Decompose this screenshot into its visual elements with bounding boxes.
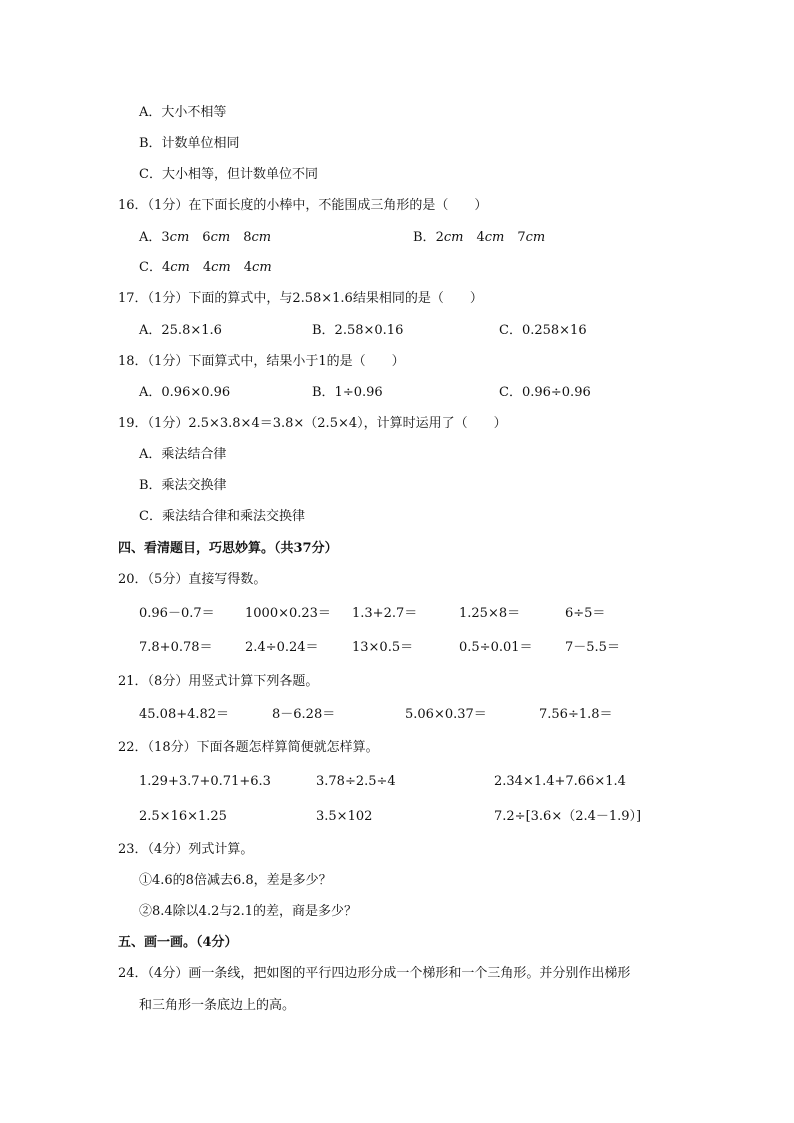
- q20-item: 0.5÷0.01＝: [459, 640, 533, 655]
- section-four-heading: 四、看清题目，巧思妙算。（共37分）: [118, 541, 338, 556]
- q23-item-2: ②8.4除以4.2与2.1的差，商是多少？: [139, 904, 358, 919]
- q16-option-c: C．4cm 4cm 4cm: [139, 260, 272, 275]
- q20-item: 1000×0.23＝: [245, 606, 331, 621]
- q16-option-a: A．3cm 6cm 8cm: [139, 230, 272, 245]
- q22-item: 1.29+3.7+0.71+6.3: [139, 774, 271, 789]
- q20-item: 0.96－0.7＝: [139, 606, 215, 621]
- q16-option-b: B．2cm 4cm 7cm: [413, 230, 546, 245]
- q21-item: 5.06×0.37＝: [405, 707, 487, 722]
- q17-option-c: C．0.258×16: [499, 323, 587, 338]
- q20-item: 1.3+2.7＝: [352, 606, 418, 621]
- q21-item: 45.08+4.82＝: [139, 707, 230, 722]
- q22-item: 7.2÷[3.6×（2.4－1.9）]: [494, 809, 642, 824]
- q21-stem: 21．（8分）用竖式计算下列各题。: [118, 674, 319, 689]
- q18-option-a: A．0.96×0.96: [139, 385, 231, 400]
- q18-stem: 18．（1分）下面算式中，结果小于1的是（ ）: [118, 354, 405, 369]
- option-a: A．大小不相等: [139, 105, 227, 120]
- q20-item: 2.4÷0.24＝: [245, 640, 319, 655]
- q20-item: 13×0.5＝: [352, 640, 414, 655]
- q19-stem: 19．（1分）2.5×3.8×4＝3.8×（2.5×4），计算时运用了（ ）: [118, 416, 507, 431]
- q20-item: 6÷5＝: [565, 606, 606, 621]
- q17-option-a: A．25.8×1.6: [139, 323, 222, 338]
- q22-item: 2.5×16×1.25: [139, 809, 227, 824]
- q16-stem: 16．（1分）在下面长度的小棒中，不能围成三角形的是（ ）: [118, 198, 488, 213]
- q18-option-b: B．1÷0.96: [312, 385, 383, 400]
- q19-option-b: B．乘法交换律: [139, 478, 227, 493]
- q20-item: 1.25×8＝: [459, 606, 521, 621]
- option-c: C．大小相等，但计数单位不同: [139, 167, 318, 182]
- q19-option-c: C．乘法结合律和乘法交换律: [139, 509, 305, 524]
- q21-item: 8－6.28＝: [272, 707, 336, 722]
- q23-item-1: ①4.6的8倍减去6.8，差是多少？: [139, 873, 332, 888]
- q17-stem: 17．（1分）下面的算式中，与2.58×1.6结果相同的是（ ）: [118, 291, 483, 306]
- q20-stem: 20．（5分）直接写得数。: [118, 572, 267, 587]
- q22-stem: 22．（18分）下面各题怎样算简便就怎样算。: [118, 740, 379, 755]
- q20-item: 7.8+0.78＝: [139, 640, 213, 655]
- q23-stem: 23．（4分）列式计算。: [118, 842, 254, 857]
- q18-option-c: C．0.96÷0.96: [499, 385, 591, 400]
- q24-line-1: 24．（4分）画一条线，把如图的平行四边形分成一个梯形和一个三角形。并分别作出梯形: [118, 966, 631, 981]
- q17-option-b: B．2.58×0.16: [312, 323, 404, 338]
- q21-item: 7.56÷1.8＝: [539, 707, 613, 722]
- q24-line-2: 和三角形一条底边上的高。: [139, 998, 296, 1013]
- section-five-heading: 五、画一画。（4分）: [118, 935, 238, 950]
- option-b: B．计数单位相同: [139, 136, 240, 151]
- q22-item: 3.78÷2.5÷4: [316, 774, 396, 789]
- q22-item: 3.5×102: [316, 809, 373, 824]
- q19-option-a: A．乘法结合律: [139, 447, 227, 462]
- q22-item: 2.34×1.4+7.66×1.4: [494, 774, 626, 789]
- q20-item: 7－5.5＝: [565, 640, 620, 655]
